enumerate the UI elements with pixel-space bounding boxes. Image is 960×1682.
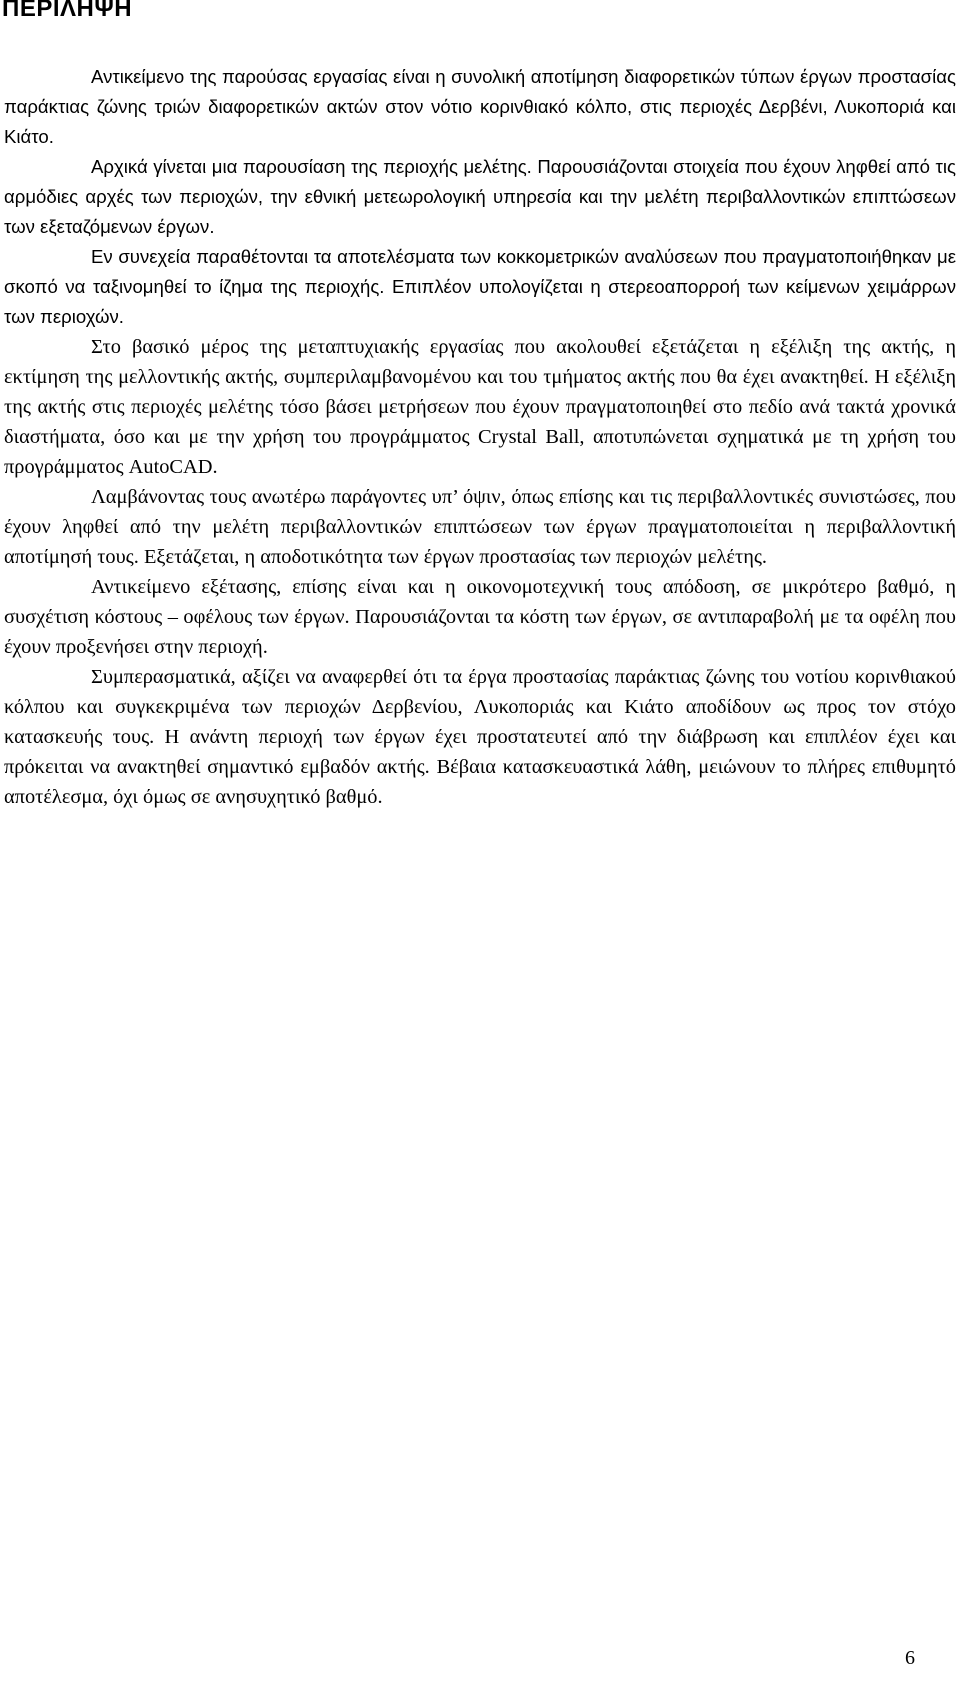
paragraph-text: Συμπερασματικά, αξίζει να αναφερθεί ότι τα έργα προστασίας παράκτιας ζώνης του νοτίου κορινθιακού κόλπου και συγκεκριμένα των περιοχών Δερβενίου, Λυκοποριάς και Κιάτο αποδίδουν ως προς τον στόχο κατασκευής τους. Η ανάντη περιοχή των έργων έχει προστατευτεί από την διάβρωση και επιπλέον έχει και πρόκειται να ανακτηθεί σημαντικό εμβαδόν ακτής. Βέβαια κατασκευαστικά λάθη, μειώνουν το πλήρες επιθυμητό αποτέλεσμα, όχι όμως σε ανησυχητικό βαθμό. (4, 666, 956, 808)
page-number: 6 (905, 1647, 915, 1669)
paragraph-6 (4, 572, 956, 662)
paragraph-1 (4, 62, 956, 152)
paragraph-7 (4, 662, 956, 812)
paragraph-text: Στο βασικό μέρος της μεταπτυχιακής εργασίας που ακολουθεί εξετάζεται η εξέλιξη της ακτής, η εκτίμηση της μελλοντικής ακτής, συμπεριλαμβανομένου και του τμήματος ακτής που θα έχει ανακτηθεί. Η εξέλιξη της ακτής στις περιοχές μελέτης τόσο βάσει μετρήσεων που έχουν πραγματοποιηθεί στο πεδίο ανά τακτά χρονικά διαστήματα, όσο και με την χρήση του προγράμματος Crystal Ball, αποτυπώνεται σχηματικά με τη χρήση του προγράμματος AutoCAD. (4, 336, 956, 478)
paragraph-4 (4, 332, 956, 482)
paragraph-text: Λαμβάνοντας τους ανωτέρω παράγοντες υπ’ όψιν, όπως επίσης και τις περιβαλλοντικές συνιστώσες, που έχουν ληφθεί από την μελέτη περιβαλλοντικών επιπτώσεων των έργων πραγματοποιείται η περιβαλλοντική αποτίμησή τους. Εξετάζεται, η αποδοτικότητα των έργων προστασίας των περιοχών μελέτης. (4, 486, 956, 568)
paragraph-2 (4, 152, 956, 242)
paragraph-text: Αρχικά γίνεται μια παρουσίαση της περιοχής μελέτης. Παρουσιάζονται στοιχεία που έχουν ληφθεί από τις αρμόδιες αρχές των περιοχών, την εθνική μετεωρολογική υπηρεσία και την μελέτη περιβαλλοντικών επιπτώσεων των εξεταζόμενων έργων. (4, 156, 956, 237)
summary-body (4, 62, 956, 812)
paragraph-text: Αντικείμενο της παρούσας εργασίας είναι η συνολική αποτίμηση διαφορετικών τύπων έργων προστασίας παράκτιας ζώνης τριών διαφορετικών ακτών στον νότιο κορινθιακό κόλπο, στις περιοχές Δερβένι, Λυκοποριά και Κιάτο. (4, 66, 956, 147)
paragraph-5 (4, 482, 956, 572)
paragraph-3 (4, 242, 956, 332)
paragraph-text: Αντικείμενο εξέτασης, επίσης είναι και η οικονομοτεχνική τους απόδοση, σε μικρότερο βαθμό, η συσχέτιση κόστους – οφέλους των έργων. Παρουσιάζονται τα κόστη των έργων, σε αντιπαραβολή με τα οφέλη που έχουν προξενήσει στην περιοχή. (4, 576, 956, 658)
page-title: ΠΕΡΙΛΗΨΗ (2, 0, 133, 22)
paragraph-text: Εν συνεχεία παραθέτονται τα αποτελέσματα των κοκκομετρικών αναλύσεων που πραγματοποιήθηκαν με σκοπό να ταξινομηθεί το ίζημα της περιοχής. Επιπλέον υπολογίζεται η στερεοαπορροή των κείμενων χειμάρρων των περιοχών. (4, 246, 956, 327)
